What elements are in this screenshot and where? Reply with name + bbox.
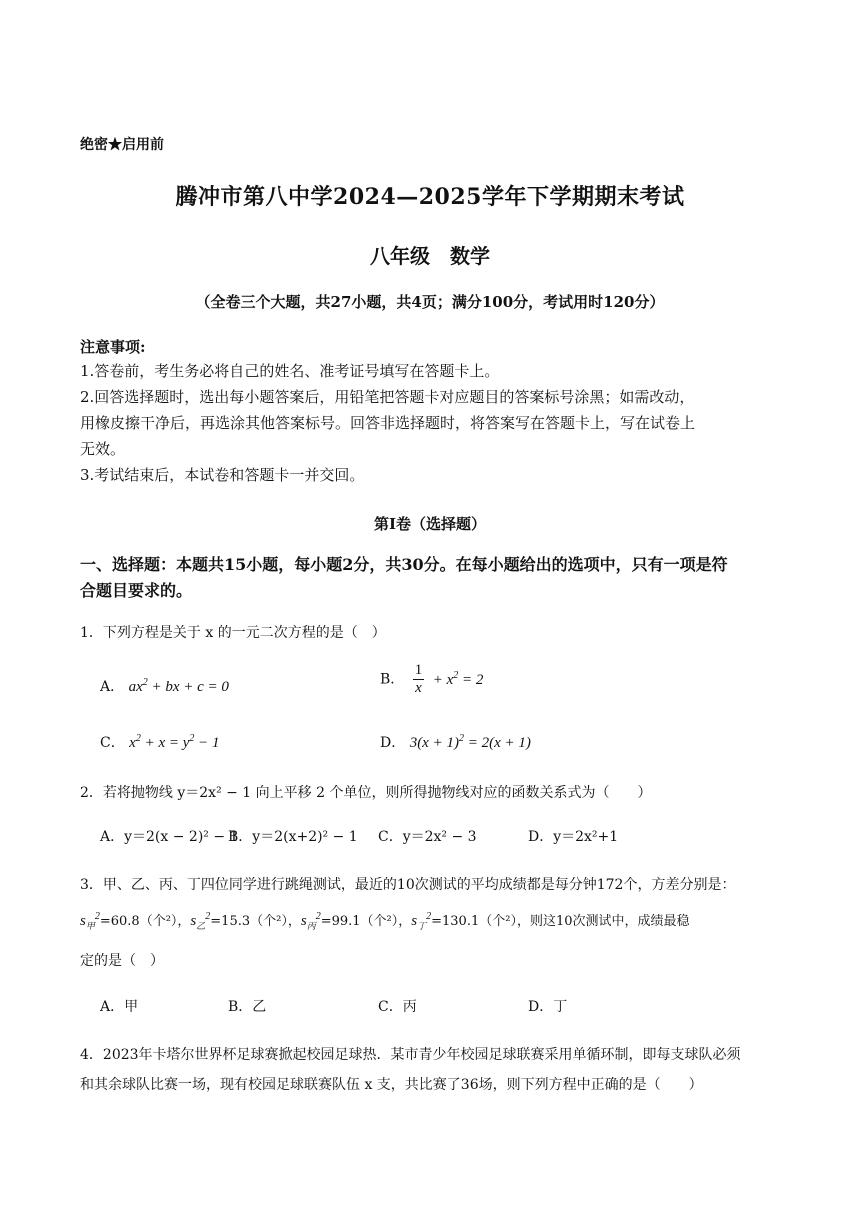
notice-item-2-cont: 用橡皮擦干净后，再选涂其他答案标号。回答非选择题时，将答案写在答题卡上，写在试卷上 [80,414,696,432]
q1-option-c: C． $x^2 + x = y^2 - 1$ [100,733,220,751]
q3-option-c: C．丙 [378,999,417,1015]
q1-option-b-fraction: $\frac{1}{x}$ [414,662,423,696]
q1-option-b: B． $\frac{1}{x}$ + $x^2 = 2$ [380,662,484,696]
q1-option-d-formula: $3(x + 1)^2 = 2(x + 1)$ [409,733,531,751]
question-4-stem-cont: 和其余球队比赛一场，现有校园足球联赛队伍 x 支，共比赛了36场，则下列方程中正确的是（ ） [80,1077,703,1093]
question-3-stem-end: 定的是（ ） [80,953,164,969]
question-3-variances: $s_甲^2=60.8$（个²），$s_乙^2=15.3$（个²），$s_丙^2=99.1$（个²），$s_丁^2=130.1$（个²），则这10次测试中，成绩最稳 [80,911,690,931]
question-2-stem: 2．若将抛物线 y＝2x² − 1 向上平移 2 个单位，则所得抛物线对应的函数关系式为（ ） [80,785,652,801]
question-1-stem: 1．下列方程是关于 x 的一元二次方程的是（ ） [80,625,386,641]
q3-option-b: B．乙 [228,999,267,1015]
notice-item-1: 1.答卷前，考生务必将自己的姓名、准考证号填写在答题卡上。 [80,362,500,380]
q2-option-a: A．y＝2(x − 2)² − 1 [100,829,239,845]
q1-option-c-formula: $x^2 + x = y^2 - 1$ [129,733,220,751]
notice-item-2: 2.回答选择题时，选出每小题答案后，用铅笔把答题卡对应题目的答案标号涂黑；如需改动， [80,388,695,406]
question-4-stem: 4．2023年卡塔尔世界杯足球赛掀起校园足球热．某市青少年校园足球联赛采用单循环制，即每支球队必须 [80,1047,741,1063]
exam-subtitle: 八年级 数学 [370,244,490,268]
exam-title: 腾冲市第八中学2024—2025学年下学期期末考试 [175,184,685,210]
notice-item-2-end: 无效。 [80,440,126,458]
part-heading-cont: 合题目要求的。 [80,581,193,600]
notice-item-3: 3.考试结束后，本试卷和答题卡一并交回。 [80,466,365,484]
q3-option-a: A．甲 [100,999,139,1015]
part-heading: 一、选择题：本题共15小题，每小题2分，共30分。在每小题给出的选项中，只有一项是符 [80,555,728,574]
q1-option-a: A． $ax^2$ + bx + c = 0 [100,677,229,695]
question-3-stem: 3．甲、乙、丙、丁四位同学进行跳绳测试，最近的10次测试的平均成绩都是每分钟172个，方差分别是： [80,877,736,893]
q2-option-d: D．y＝2x²+1 [528,829,619,845]
exam-info: （全卷三个大题，共27小题，共4页；满分100分，考试用时120分） [195,293,665,311]
q3-option-d: D．丁 [528,999,568,1015]
section-title: 第I卷（选择题） [373,515,487,533]
q2-option-c: C．y＝2x² − 3 [378,829,477,845]
notice-heading: 注意事项: [80,338,146,356]
confidential-mark: 绝密★启用前 [80,137,164,153]
q2-option-b: B．y＝2(x+2)² − 1 [228,829,358,845]
q1-option-d: D． $3(x + 1)^2 = 2(x + 1)$ [380,733,531,751]
q1-option-a-formula: $ax^2$ + bx + c = 0 [128,677,229,695]
